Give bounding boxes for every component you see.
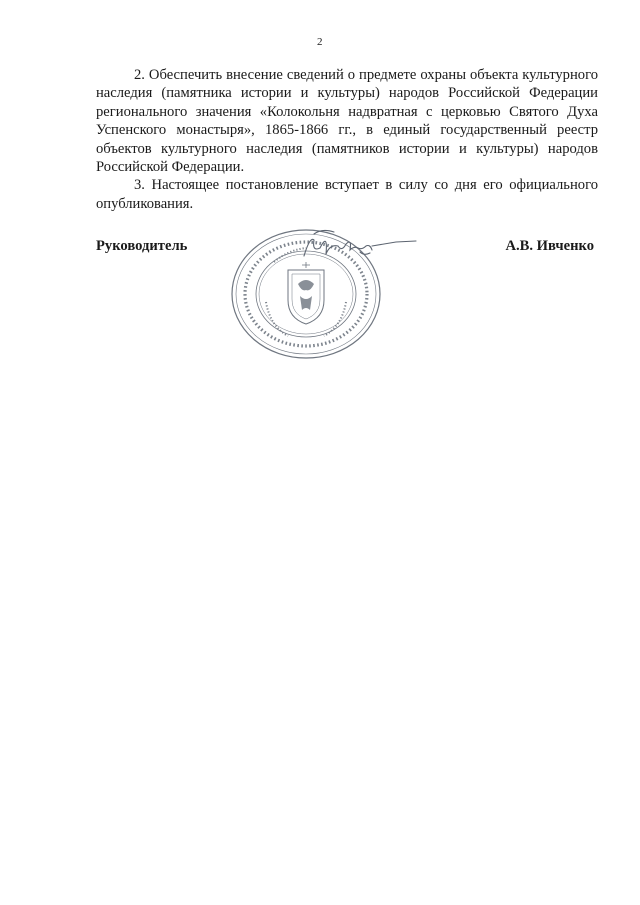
page-number: 2 bbox=[317, 36, 323, 48]
paragraph-3: 3. Настоящее постановление вступает в силу со дня его официального опубликования. bbox=[96, 177, 598, 212]
handwritten-signature bbox=[300, 226, 420, 266]
document-body bbox=[96, 66, 598, 213]
signatory-name: А.В. Ивченко bbox=[505, 238, 594, 254]
coat-of-arms-icon bbox=[288, 262, 324, 324]
paragraph-2: 2. Обеспечить внесение сведений о предмете охраны объекта культурного наследия (памятника истории и культуры) народов Российской Федерации регионального значения «Колокольня надвратная с церковью Святого Духа Успенского монастыря», 1865-1866 гг., в единый государственный реестр объектов культурного наследия (памятников истории и культуры) народов Российской Федерации. bbox=[96, 67, 598, 176]
signatory-role: Руководитель bbox=[96, 238, 188, 254]
